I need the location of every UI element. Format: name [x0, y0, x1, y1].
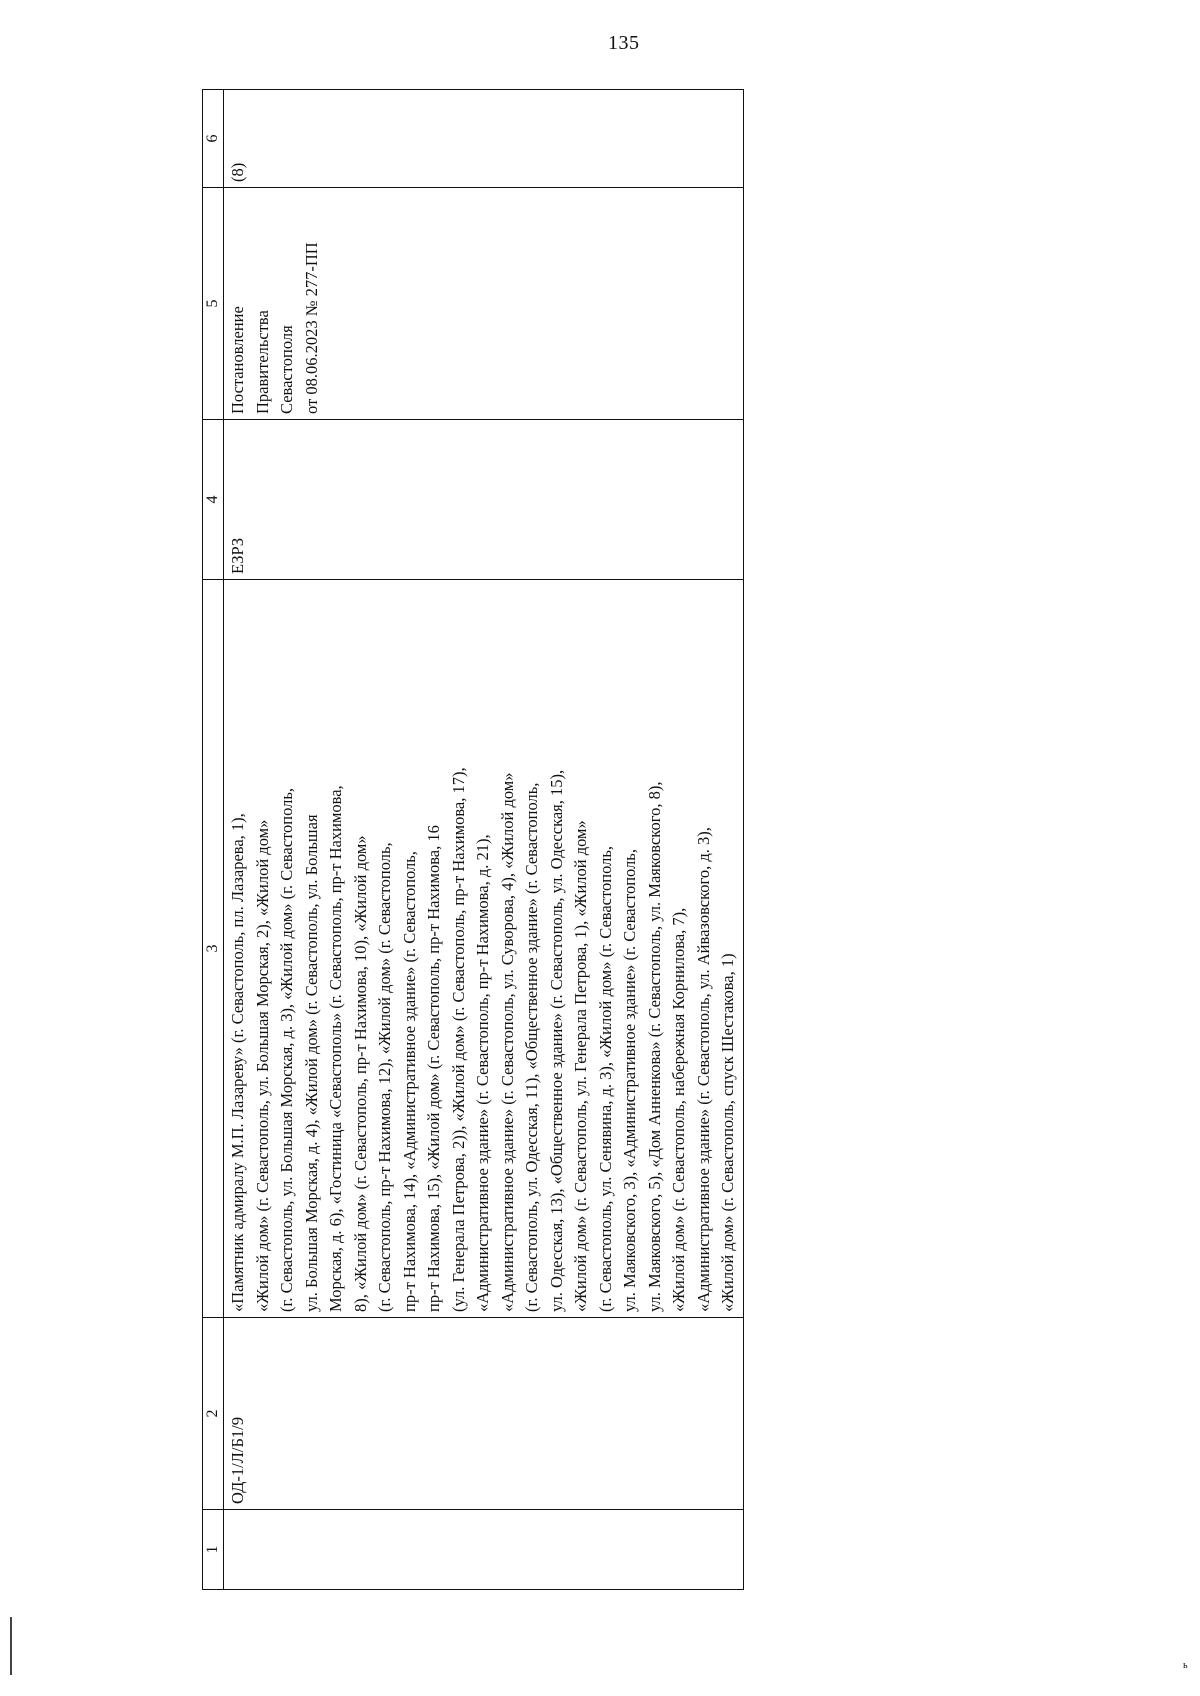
page-number: 135 [608, 32, 640, 54]
cell-note: (8) [224, 90, 744, 188]
header-col-6: 6 [203, 90, 224, 188]
scan-edge-line [10, 1617, 12, 1675]
table-header-row [203, 90, 224, 1590]
rotated-table-container [202, 90, 737, 1590]
cell-zone-code: ОД-1/Л/Б1/9 [224, 1318, 744, 1510]
header-col-5: 5 [203, 188, 224, 420]
corner-mark: ь [1183, 1660, 1188, 1671]
header-col-4: 4 [203, 420, 224, 580]
table-row [224, 90, 744, 1590]
cell-col-1 [224, 1510, 744, 1590]
document-table [202, 89, 744, 1590]
cell-heritage-objects: «Памятник адмиралу М.П. Лазареву» (г. Севастополь, пл. Лазарева, 1), «Жилой дом» (г. Севастополь, ул. Большая Морская, 2), «Жилой дом» (г. Севастополь, ул. Большая Морская, д. 3), «Жилой дом» (г. Севастополь, ул. Большая Морская, д. 4), «Жилой дом» (г. Севастополь, ул. Большая Морская, д. 6), «Гостиница «Севастополь» (г. Севастополь, пр-т Нахимова, 8), «Жилой дом» (г. Севастополь, пр-т Нахимова, 10), «Жилой дом» (г. Севастополь, пр-т Нахимова, 12), «Жилой дом» (г. Севастополь, пр-т Нахимова, 14), «Административное здание» (г. Севастополь, пр-т Нахимова, 15), «Жилой дом» (г. Севастополь, пр-т Нахимова, 16 (ул. Генерала Петрова, 2)), «Жилой дом» (г. Севастополь, пр-т Нахимова, 17), «Административное здание» (г. Севастополь, пр-т Нахимова, д. 21), «Административное здание» (г. Севастополь, ул. Суворова, 4), «Жилой дом» (г. Севастополь, ул. Одесская, 11), «Общественное здание» (г. Севастополь, ул. Одесская, 13), «Общественное здание» (г. Севастополь, ул. Одесская, 15), «Жилой дом» (г. Севастополь, ул. Генерала Петрова, 1), «Жилой дом» (г. Севастополь, ул. Сенявина, д. 3), «Жилой дом» (г. Севастополь, ул. Маяковского, 3), «Административное здание» (г. Севастополь, ул. Маяковского, 5), «Дом Анненкова» (г. Севастополь, ул. Маяковского, 8), «Жилой дом» (г. Севастополь, набережная Корнилова, 7), «Административное здание» (г. Севастополь, ул. Айвазовского, д. 3), «Жилой дом» (г. Севастополь, спуск Шестакова, 1) [224, 580, 744, 1318]
cell-legal-act: Постановление Правительства Севастополя от 08.06.2023 № 277-ПП [224, 188, 744, 420]
header-col-3: 3 [203, 580, 224, 1318]
header-col-1: 1 [203, 1510, 224, 1590]
cell-zone-type: ЕЗРЗ [224, 420, 744, 580]
header-col-2: 2 [203, 1318, 224, 1510]
